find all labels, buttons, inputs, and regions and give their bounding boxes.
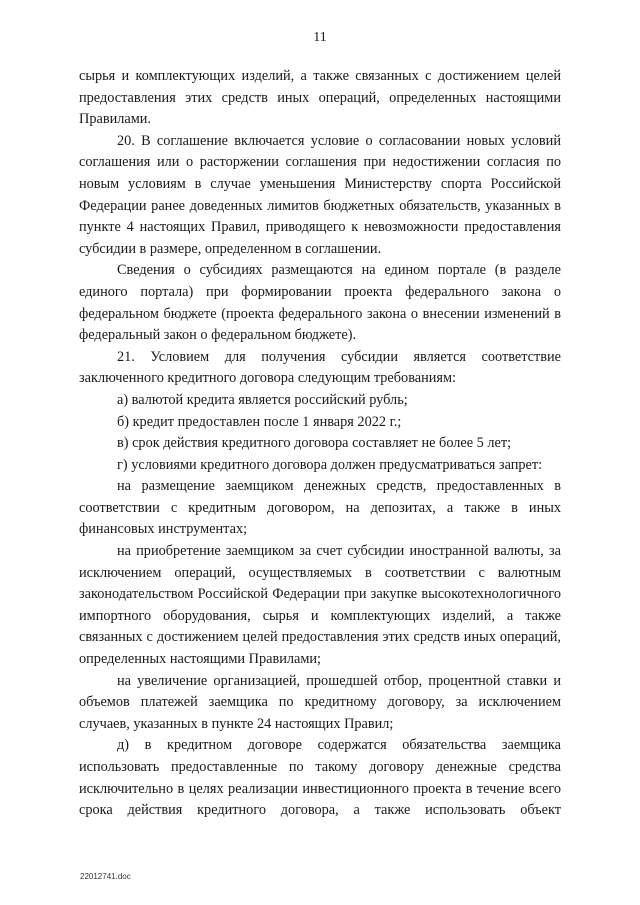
paragraph-subsidy-info: Сведения о субсидиях размещаются на едином портале (в разделе единого портала) при формировании проекта федерального закона о федеральном бюджете (проекта федерального закона о внесении изменений в федеральный закон о федеральном бюджете). — [79, 262, 561, 344]
page-number: 11 — [313, 30, 327, 45]
paragraph-continuation: сырья и комплектующих изделий, а также связанных с достижением целей предоставления этих средств иных операций, определенных настоящими Правилами. — [79, 68, 561, 128]
prohibition-rate-increase: на увеличение организацией, прошедшей отбор, процентной ставки и объемов платежей заемщика по кредитному договору, за исключением случаев, указанных в пункте 24 настоящих Правил; — [79, 672, 561, 732]
paragraph-21: 21. Условием для получения субсидии является соответствие заключенного кредитного договора следующим требованиям: — [79, 348, 561, 387]
prohibition-currency: на приобретение заемщиком за счет субсидии иностранной валюты, за исключением операций, осуществляемых в соответствии с валютным законодательством Российской Федерации при закупке высокотехнологичного импортного оборудования, сырья и комплектующих изделий, а также связанных с достижением целей предоставления этих средств иных операций, определенных настоящими Правилами; — [79, 543, 561, 668]
prohibition-deposits: на размещение заемщиком денежных средств, предоставленных в соответствии с кредитным договором, на депозитах, а также в иных финансовых инструментах; — [79, 478, 561, 538]
list-item-g: г) условиями кредитного договора должен предусматриваться запрет: — [117, 456, 543, 473]
list-item-d: д) в кредитном договоре содержатся обязательства заемщика использовать предоставленные по такому договору денежные средства исключительно в целях реализации инвестиционного проекта в течение всего срока действия кредитного договора, а также использовать объект — [79, 737, 561, 819]
document-body — [79, 66, 561, 822]
document-file-code: 22012741.doc — [80, 872, 131, 881]
list-item-v: в) срок действия кредитного договора составляет не более 5 лет; — [117, 435, 512, 452]
list-item-b: б) кредит предоставлен после 1 января 2022 г.; — [117, 413, 402, 430]
paragraph-20: 20. В соглашение включается условие о согласовании новых условий соглашения или о расторжении соглашения при недостижении согласия по новым условиям в случае уменьшения Министерству спорта Российской Федерации ранее доведенных лимитов бюджетных обязательств, указанных в пункте 4 настоящих Правил, приводящего к невозможности предоставления субсидии в размере, определенном в соглашении. — [79, 132, 561, 257]
list-item-a: а) валютой кредита является российский рубль; — [117, 391, 408, 408]
